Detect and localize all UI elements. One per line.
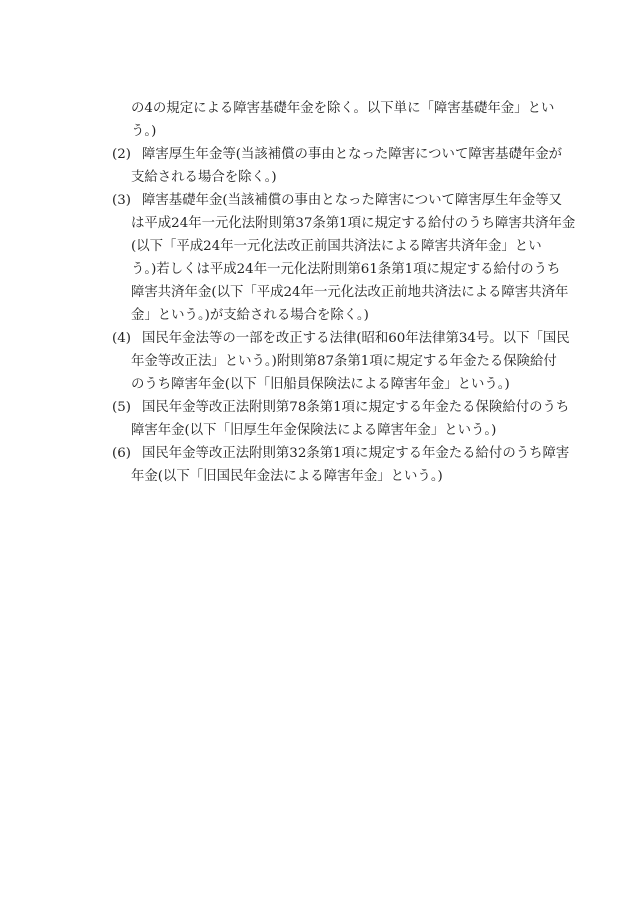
item-4-line-1 bbox=[112, 327, 580, 350]
item-3-text: 障害基礎年金(当該補償の事由となった障害について障害厚生年金等又 bbox=[142, 193, 563, 208]
text-block bbox=[112, 97, 580, 488]
continuation-line-1: の4の規定による障害基礎年金を除く。以下単に「障害基礎年金」とい bbox=[131, 101, 555, 116]
item-3-line-2: は平成24年一元化法附則第37条第1項に規定する給付のうち障害共済年金 bbox=[131, 216, 576, 231]
item-6-number: (6) bbox=[112, 446, 131, 461]
item-6-line-2: 年金(以下「旧国民年金法による障害年金」という。) bbox=[131, 469, 443, 484]
item-5-number: (5) bbox=[112, 400, 131, 415]
item-4-line-2: 年金等改正法」という。)附則第87条第1項に規定する年金たる保険給付 bbox=[131, 354, 557, 369]
item-6-text: 国民年金等改正法附則第32条第1項に規定する年金たる給付のうち障害 bbox=[142, 446, 570, 461]
item-3-number: (3) bbox=[112, 193, 131, 208]
item-3-line-5: 障害共済年金(以下「平成24年一元化法改正前地共済法による障害共済年 bbox=[131, 285, 569, 300]
item-4-line-3: のうち障害年金(以下「旧船員保険法による障害年金」という。) bbox=[131, 377, 510, 392]
item-3-line-6: 金」という。)が支給される場合を除く。) bbox=[131, 308, 369, 323]
item-2-number: (2) bbox=[112, 147, 131, 162]
item-3-line-1 bbox=[112, 189, 580, 212]
item-5-line-1 bbox=[112, 396, 580, 419]
item-5-text: 国民年金等改正法附則第78条第1項に規定する年金たる保険給付のうち bbox=[142, 400, 570, 415]
item-4-number: (4) bbox=[112, 331, 131, 346]
item-3-line-3: (以下「平成24年一元化法改正前国共済法による障害共済年金」とい bbox=[131, 239, 542, 254]
item-3-line-4: う。)若しくは平成24年一元化法附則第61条第1項に規定する給付のうち bbox=[131, 262, 561, 277]
item-2-text: 障害厚生年金等(当該補償の事由となった障害について障害基礎年金が bbox=[142, 147, 563, 162]
item-4-text: 国民年金法等の一部を改正する法律(昭和60年法律第34号。以下「国民 bbox=[142, 331, 570, 346]
item-5-line-2: 障害年金(以下「旧厚生年金保険法による障害年金」という。) bbox=[131, 423, 497, 438]
item-6-line-1 bbox=[112, 442, 580, 465]
item-2-line-1 bbox=[112, 143, 580, 166]
item-2-line-2: 支給される場合を除く。) bbox=[131, 170, 277, 185]
continuation-line-2: う。) bbox=[131, 124, 157, 139]
